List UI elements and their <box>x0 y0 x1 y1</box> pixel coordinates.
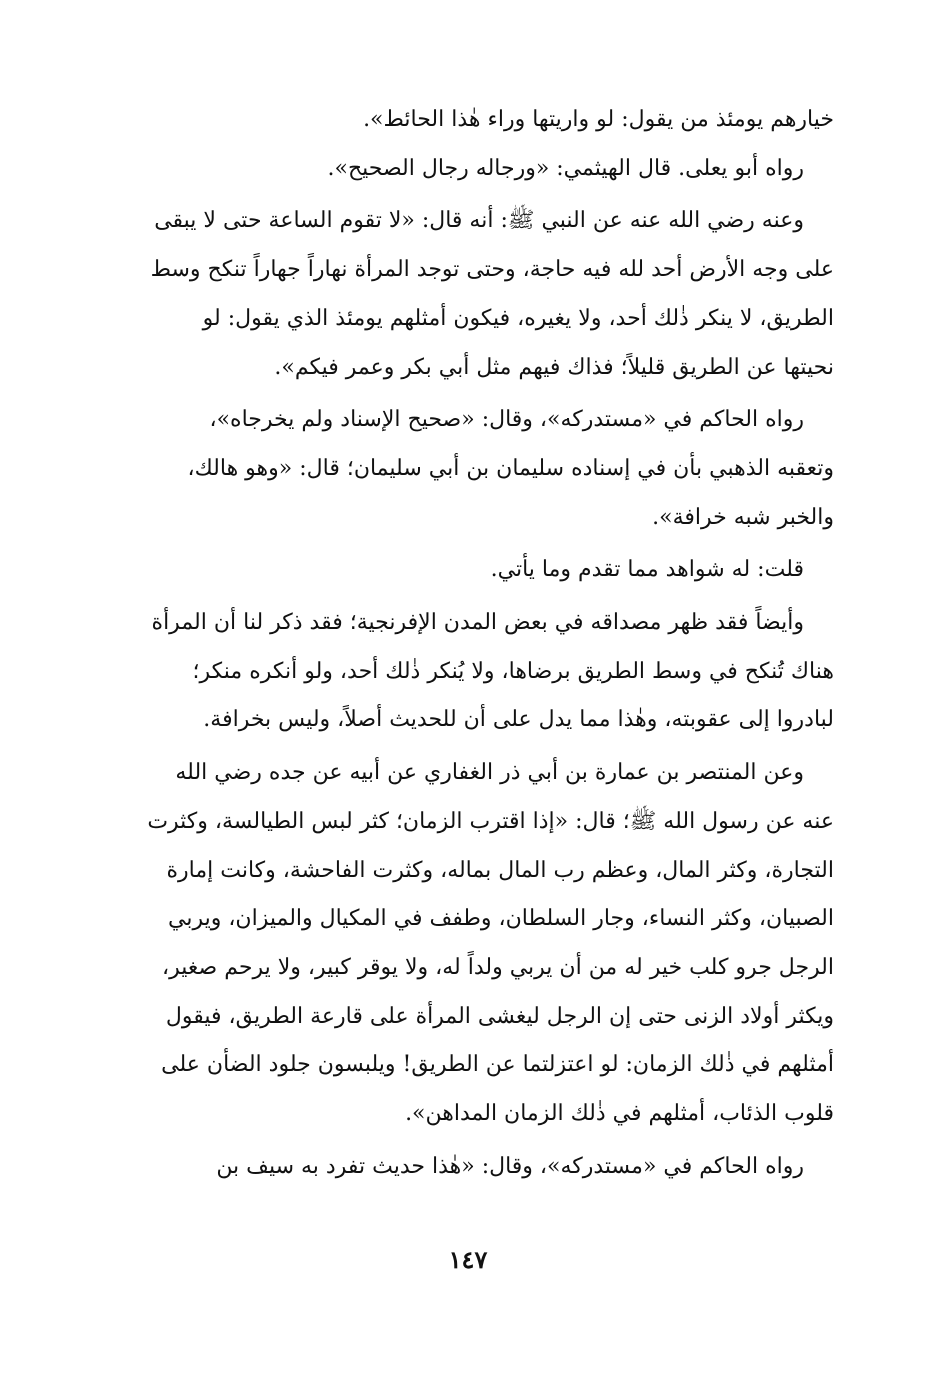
text-line: الصبيان، وكثر النساء، وجار السلطان، وطفف في المكيال والميزان، ويربي <box>167 906 834 932</box>
text-line: وتعقبه الذهبي بأن في إسناده سليمان بن أبي سليمان؛ قال: «وهو هالك، <box>187 455 834 481</box>
text-line: ويكثر أولاد الزنى حتى إن الرجل ليغشى المرأة على قارعة الطريق، فيقول <box>165 1003 834 1029</box>
page-body <box>104 96 834 1191</box>
text-line: هناك تُنكح في وسط الطريق برضاها، ولا يُنكر ذٰلك أحد، ولو أنكره منكر؛ <box>192 658 834 684</box>
paragraph-1 <box>104 96 834 193</box>
text-line: رواه أبو يعلى. قال الهيثمي: «ورجاله رجال الصحيح». <box>327 155 804 181</box>
text-line: وعنه رضي الله عنه عن النبي ﷺ: أنه قال: «لا تقوم الساعة حتى لا يبقى <box>154 208 804 234</box>
text-line: والخبر شبه خرافة». <box>652 504 834 530</box>
text-line: الرجل جرو كلب خير له من أن يربي ولداً له، ولا يوقر كبير، ولا يرحم صغير، <box>162 954 834 980</box>
text-line: وأيضاً فقد ظهر مصداقه في بعض المدن الإفرنجية؛ فقد ذكر لنا أن المرأة <box>151 610 804 636</box>
text-line: قلوب الذئاب، أمثلهم في ذٰلك الزمان المداهن». <box>405 1101 834 1127</box>
text-line: رواه الحاكم في «مستدركه»، وقال: «هٰذا حديث تفرد به سيف بن <box>216 1153 804 1179</box>
text-line: رواه الحاكم في «مستدركه»، وقال: «صحيح الإسناد ولم يخرجاه»، <box>209 407 804 433</box>
text-line: الطريق، لا ينكر ذٰلك أحد، ولا يغيره، فيكون أمثلهم يومئذ الذي يقول: لو <box>202 305 834 331</box>
paragraph-6 <box>104 749 834 1139</box>
text-line: التجارة، وكثر المال، وعظم رب المال بماله، وكثرت الفاحشة، وكانت إمارة <box>166 857 834 883</box>
paragraph-3 <box>104 396 834 542</box>
text-line: خيارهم يومئذ من يقول: لو واريتها وراء هٰذا الحائط». <box>363 107 834 132</box>
text-line: أمثلهم في ذٰلك الزمان: لو اعتزلتما عن الطريق! ويلبسون جلود الضأن على <box>161 1052 834 1078</box>
text-line: عنه عن رسول الله ﷺ؛ قال: «إذا اقترب الزمان؛ كثر لبس الطيالسة، وكثرت <box>147 808 834 834</box>
paragraph-2 <box>104 197 834 392</box>
paragraph-5 <box>104 599 834 745</box>
text-line: نحيتها عن الطريق قليلاً؛ فذاك فيهم مثل أبي بكر وعمر فيكم». <box>274 354 834 380</box>
text-line: قلت: له شواهد مما تقدم وما يأتي. <box>490 557 804 583</box>
paragraph-4 <box>104 546 834 595</box>
paragraph-7 <box>104 1143 834 1192</box>
text-line: على وجه الأرض أحد لله فيه حاجة، وحتى توجد المرأة نهاراً جهاراً تنكح وسط <box>150 257 834 283</box>
text-line: وعن المنتصر بن عمارة بن أبي ذر الغفاري عن أبيه عن جده رضي الله <box>175 760 804 786</box>
page-number: ١٤٧ <box>448 1245 488 1274</box>
text-line: لبادروا إلى عقوبته، وهٰذا مما يدل على أن للحديث أصلاً، وليس بخرافة. <box>203 707 834 733</box>
